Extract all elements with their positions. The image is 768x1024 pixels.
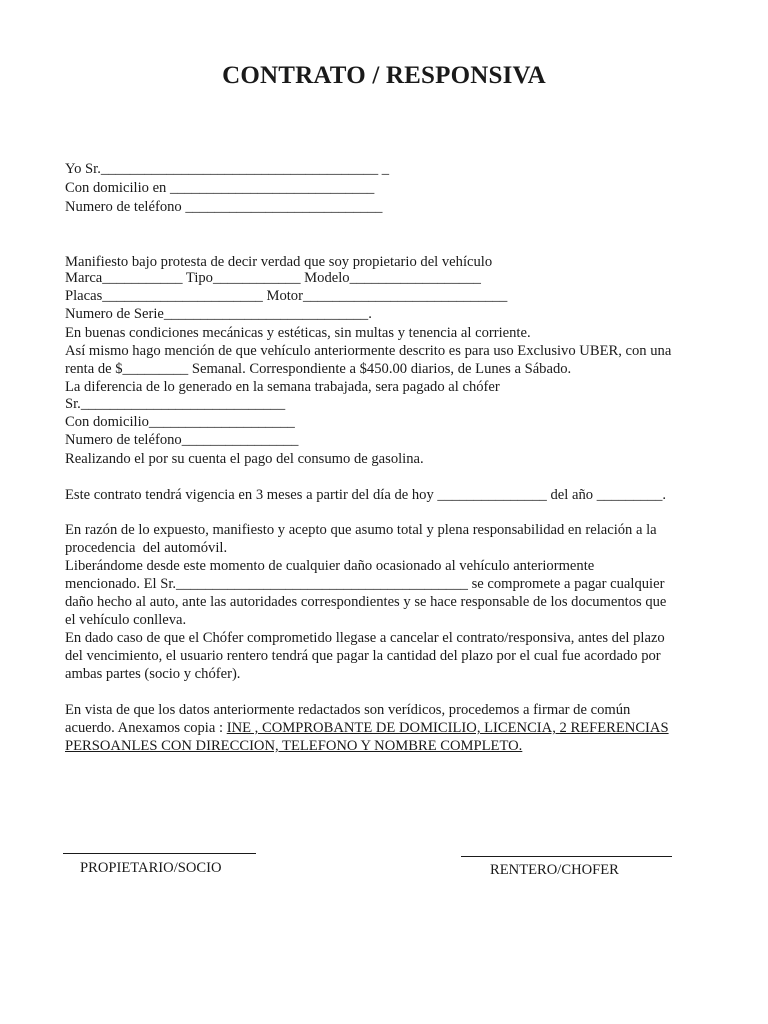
vehicle-line-5: En buenas condiciones mecánicas y estéticas, sin multas y tenencia al corriente. (65, 325, 531, 341)
vehicle-line-7: renta de $_________ Semanal. Correspondiente a $450.00 diarios, de Lunes a Sábado. (65, 361, 572, 377)
telefono-field: Numero de teléfono ___________________________ (65, 199, 383, 215)
cierre-line-1: En vista de que los datos anteriormente redactados son verídicos, procedemos a firmar de común (65, 702, 631, 718)
responsabilidad-line-1: En razón de lo expuesto, manifiesto y acepto que asumo total y plena responsabilidad en relación a la (65, 522, 657, 538)
signature-line-left (63, 853, 256, 854)
anexos-list-continued: PERSOANLES CON DIRECCION, TELEFONO Y NOMBRE COMPLETO. (65, 738, 523, 754)
vehicle-line-9: Sr.____________________________ (65, 396, 286, 412)
responsabilidad-line-9: ambas partes (socio y chófer). (65, 666, 241, 682)
vehicle-line-11: Numero de teléfono________________ (65, 432, 299, 448)
responsabilidad-line-6: el vehículo conlleva. (65, 612, 187, 628)
vehicle-line-12: Realizando el por su cuenta el pago del consumo de gasolina. (65, 451, 424, 467)
cierre-line-2-prefix: acuerdo. Anexamos copia : (65, 720, 227, 736)
domicilio-field: Con domicilio en ____________________________ (65, 180, 375, 196)
responsabilidad-line-5: daño hecho al auto, ante las autoridades correspondientes y se hace responsable de los documentos que (65, 594, 667, 610)
vehicle-line-4: Numero de Serie____________________________. (65, 306, 372, 322)
vehicle-line-2: Marca___________ Tipo____________ Modelo__________________ (65, 270, 481, 286)
vehicle-line-3: Placas______________________ Motor____________________________ (65, 288, 508, 304)
yo-sr-field: Yo Sr.______________________________________ _ (65, 161, 390, 177)
responsabilidad-line-2: procedencia del automóvil. (65, 540, 228, 556)
vehicle-line-8: La diferencia de lo generado en la semana trabajada, sera pagado al chófer (65, 379, 500, 395)
vigencia-line: Este contrato tendrá vigencia en 3 meses a partir del día de hoy _______________ del año _________. (65, 487, 667, 503)
cierre-line-2 (65, 719, 669, 737)
signature-label-right: RENTERO/CHOFER (490, 862, 619, 878)
responsabilidad-line-4: mencionado. El Sr.________________________________________ se compromete a pagar cualquier (65, 576, 665, 592)
responsabilidad-line-7: En dado caso de que el Chófer comprometido llegase a cancelar el contrato/responsiva, antes del plazo (65, 630, 665, 646)
vehicle-line-10: Con domicilio____________________ (65, 414, 295, 430)
responsabilidad-line-3: Liberándome desde este momento de cualquier daño ocasionado al vehículo anteriormente (65, 558, 595, 574)
vehicle-line-1: Manifiesto bajo protesta de decir verdad que soy propietario del vehículo (65, 254, 493, 270)
page-title: CONTRATO / RESPONSIVA (222, 62, 546, 89)
responsabilidad-line-8: del vencimiento, el usuario rentero tendrá que pagar la cantidad del plazo por el cual fue acordado por (65, 648, 661, 664)
signature-line-right (461, 856, 672, 857)
signature-label-left: PROPIETARIO/SOCIO (80, 860, 222, 876)
anexos-list: INE , COMPROBANTE DE DOMICILIO, LICENCIA, 2 REFERENCIAS (226, 720, 669, 736)
vehicle-line-6: Así mismo hago mención de que vehículo anteriormente descrito es para uso Exclusivo UBER, con una (65, 343, 672, 359)
